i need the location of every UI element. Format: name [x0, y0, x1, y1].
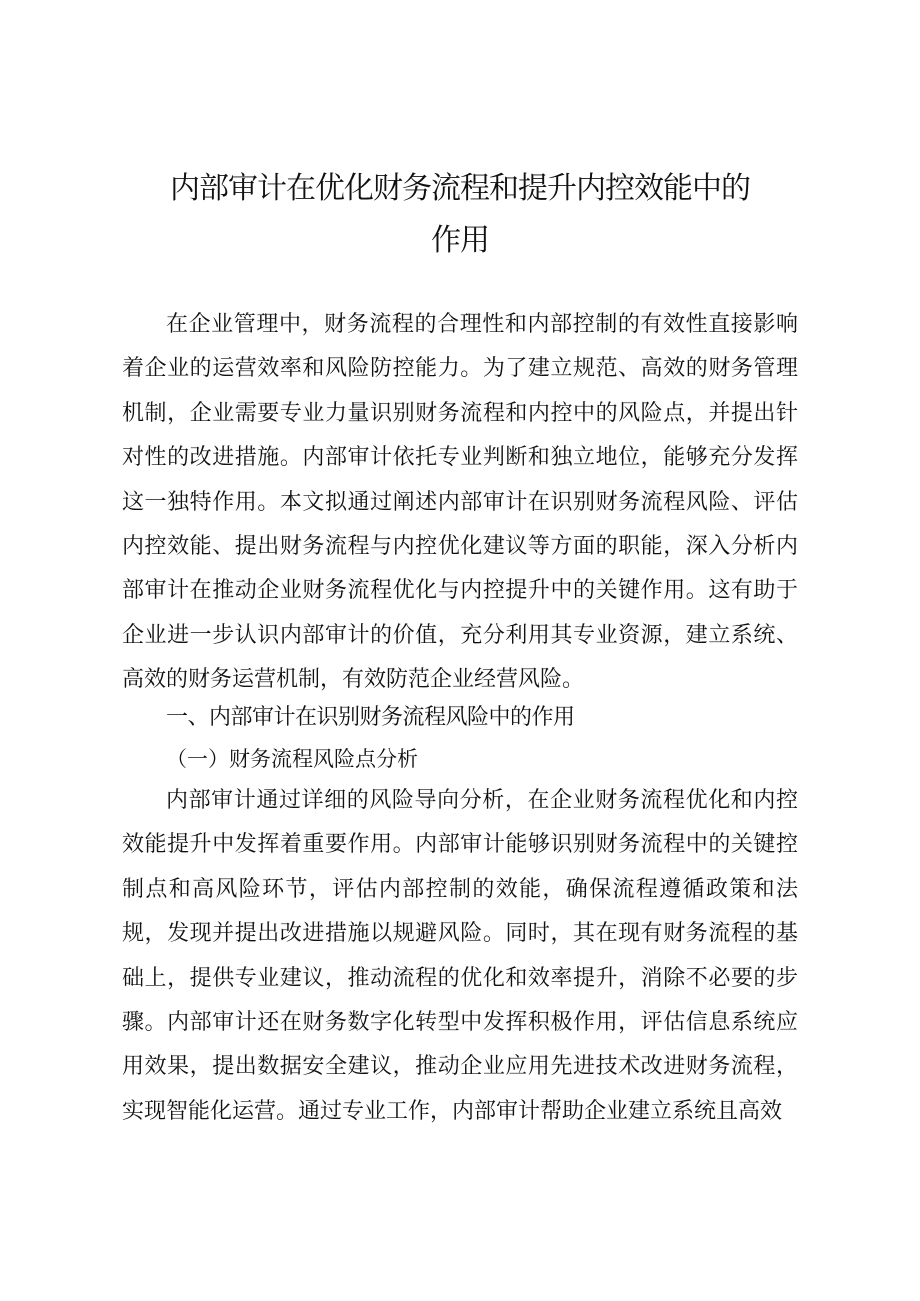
intro-paragraph: 在企业管理中，财务流程的合理性和内部控制的有效性直接影响着企业的运营效率和风险防控能力。为了建立规范、高效的财务管理机制，企业需要专业力量识别财务流程和内控中的风险点，并提出针对性的改进措施。内部审计依托专业判断和独立地位，能够充分发挥这一独特作用。本文拟通过阐述内部审计在识别财务流程风险、评估内控效能、提出财务流程与内控优化建议等方面的职能，深入分析内部审计在推动企业财务流程优化与内控提升中的关键作用。这有助于企业进一步认识内部审计的价值，充分利用其专业资源，建立系统、高效的财务运营机制，有效防范企业经营风险。: [122, 312, 798, 693]
section-heading-1: 一、内部审计在识别财务流程风险中的作用: [166, 705, 575, 730]
document-title-line-2: 作用: [431, 223, 489, 258]
document-title-line-1: 内部审计在优化财务流程和提升内控效能中的: [170, 171, 750, 206]
subsection-heading-1: （一）财务流程风险点分析: [166, 747, 418, 771]
body-paragraph-2: 内部审计通过详细的风险导向分析，在企业财务流程优化和内控效能提升中发挥着重要作用。内部审计能够识别财务流程中的关键控制点和高风险环节，评估内部控制的效能，确保流程遵循政策和法规，发现并提出改进措施以规避风险。同时，其在现有财务流程的基础上，提供专业建议，推动流程的优化和效率提升，消除不必要的步骤。内部审计还在财务数字化转型中发挥积极作用，评估信息系统应用效果，提出数据安全建议，推动企业应用先进技术改进财务流程，实现智能化运营。通过专业工作，内部审计帮助企业建立系统且高效: [122, 788, 798, 1124]
